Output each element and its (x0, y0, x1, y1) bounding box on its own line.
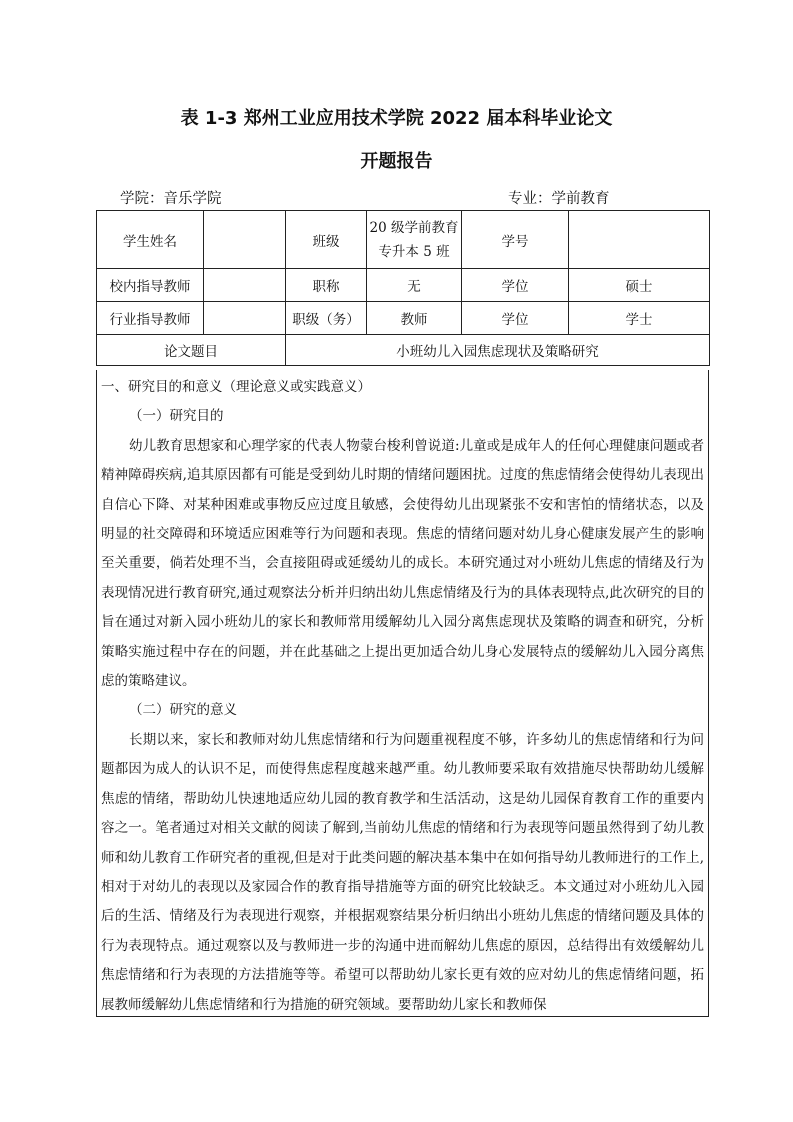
table-row (97, 269, 710, 302)
section-heading: 一、研究目的和意义（理论意义或实践意义） (101, 379, 371, 395)
proposal-info-table (96, 210, 710, 366)
degree-value: 硕士 (569, 269, 710, 302)
rank-label: 职级（务） (286, 302, 367, 335)
table-row (97, 335, 710, 366)
class-value (367, 211, 462, 269)
school-advisor-field[interactable] (204, 269, 286, 302)
document-subtitle: 开题报告 (360, 151, 433, 172)
degree-value: 学士 (569, 302, 710, 335)
student-id-field[interactable] (569, 211, 710, 269)
subsection-heading: （二）研究的意义 (129, 702, 237, 719)
subsection-heading: （一）研究目的 (129, 408, 224, 425)
rank-value: 教师 (367, 302, 462, 335)
class-label: 班级 (286, 211, 367, 269)
degree-label: 学位 (462, 269, 569, 302)
class-value-line1: 20 级学前教育 (369, 219, 459, 236)
class-value-line2: 专升本 5 班 (378, 243, 450, 260)
school-advisor-label: 校内指导教师 (97, 269, 204, 302)
thesis-title-value: 小班幼儿入园焦虑现状及策略研究 (286, 335, 710, 366)
research-content-cell (96, 370, 709, 1017)
student-name-field[interactable] (204, 211, 286, 269)
college-label: 学院：音乐学院 (120, 191, 222, 207)
research-purpose-paragraph: 幼儿教育思想家和心理学家的代表人物蒙台梭利曾说道:儿童或是成年人的任何心理健康问题或者精神障碍疾病,追其原因都有可能是受到幼儿时期的情绪问题困扰。过度的焦虑情绪会使得幼儿表现出自信心下降、对某种困难或事物反应过度且敏感，会使得幼儿出现紧张不安和害怕的情绪状态，以及明显的社交障碍和环境适应困难等行为问题和表现。焦虑的情绪问题对幼儿身心健康发展产生的影响至关重要，倘若处理不当，会直接阻碍或延缓幼儿的成长。本研究通过对小班幼儿焦虑的情绪及行为表现情况进行教育研究,通过观察法分析并归纳出幼儿焦虑情绪及行为的具体表现特点,此次研究的目的旨在通过对新入园小班幼儿的家长和教师常用缓解幼儿入园分离焦虑现状及策略的调查和研究，分析策略实施过程中存在的问题，并在此基础之上提出更加适合幼儿身心发展特点的缓解幼儿入园分离焦虑的策略建议。 (101, 437, 704, 690)
student-id-label: 学号 (462, 211, 569, 269)
professional-title-label: 职称 (286, 269, 367, 302)
table-row (97, 302, 710, 335)
table-row (97, 211, 710, 269)
industry-advisor-field[interactable] (204, 302, 286, 335)
research-significance-paragraph: 长期以来，家长和教师对幼儿焦虑情绪和行为问题重视程度不够，许多幼儿的焦虑情绪和行为问题都因为成人的认识不足，而使得焦虑程度越来越严重。幼儿教师要采取有效措施尽快帮助幼儿缓解焦虑的情绪，帮助幼儿快速地适应幼儿园的教育教学和生活活动，这是幼儿园保育教育工作的重要内容之一。笔者通过对相关文献的阅读了解到,当前幼儿焦虑的情绪和行为表现等问题虽然得到了幼儿教师和幼儿教育工作研究者的重视,但是对于此类问题的解决基本集中在如何指导幼儿教师进行的工作上,相对于对幼儿的表现以及家园合作的教育指导措施等方面的研究比较缺乏。本文通过对小班幼儿入园后的生活、情绪及行为表现进行观察，并根据观察结果分析归纳出小班幼儿焦虑的情绪问题及具体的行为表现特点。通过观察以及与教师进一步的沟通中进而解幼儿焦虑的原因，总结得出有效缓解幼儿焦虑情绪和行为表现的方法措施等等。希望可以帮助幼儿家长更有效的应对幼儿的焦虑情绪问题，拓展教师缓解幼儿焦虑情绪和行为措施的研究领域。要帮助幼儿家长和教师保 (101, 731, 704, 1013)
major-label: 专业：学前教育 (508, 191, 610, 207)
professional-title-value: 无 (367, 269, 462, 302)
degree-label: 学位 (462, 302, 569, 335)
document-title: 表 1-3 郑州工业应用技术学院 2022 届本科毕业论文 (180, 108, 613, 129)
industry-advisor-label: 行业指导教师 (97, 302, 204, 335)
student-name-label: 学生姓名 (97, 211, 204, 269)
thesis-title-label: 论文题目 (97, 335, 286, 366)
